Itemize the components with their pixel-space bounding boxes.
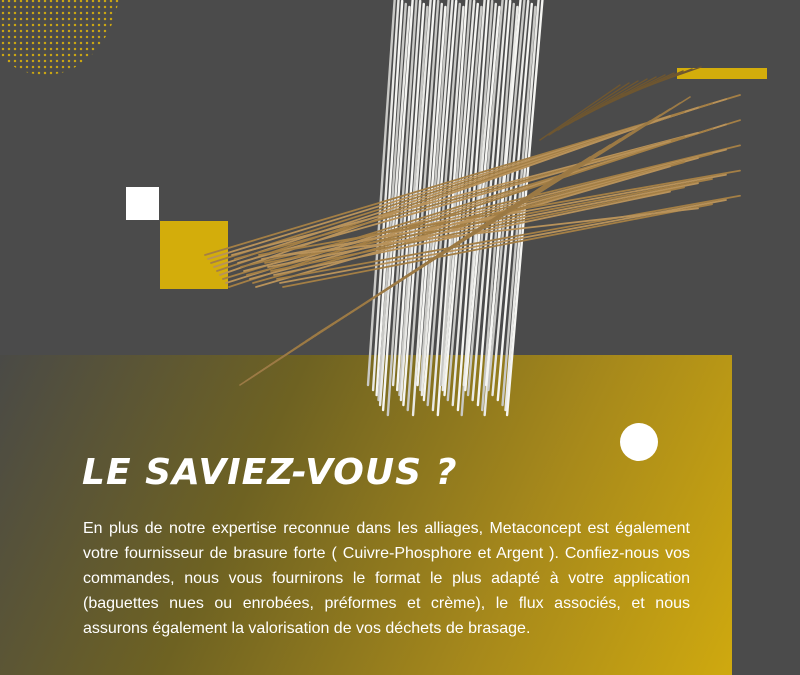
- brass-rod: [549, 83, 629, 135]
- body-paragraph: En plus de notre expertise reconnue dans les alliages, Metaconcept est également votre fournisseur de brasure forte ( Cuivre-Phosphore et Argent ). Confiez-nous vos commandes, nous vous fournirons le format le plus adapté à votre application (baguettes nues ou enrobées, préformes et crème), le flux associés, et nous assurons également la valorisation de vos déchets de brasage.: [83, 520, 690, 637]
- brass-rod: [540, 85, 620, 140]
- white-circle-decoration: [620, 423, 658, 461]
- brass-rod: [621, 67, 701, 95]
- brass-rod: [229, 129, 712, 287]
- headline: LE SAVIEZ-VOUS ?: [82, 452, 458, 493]
